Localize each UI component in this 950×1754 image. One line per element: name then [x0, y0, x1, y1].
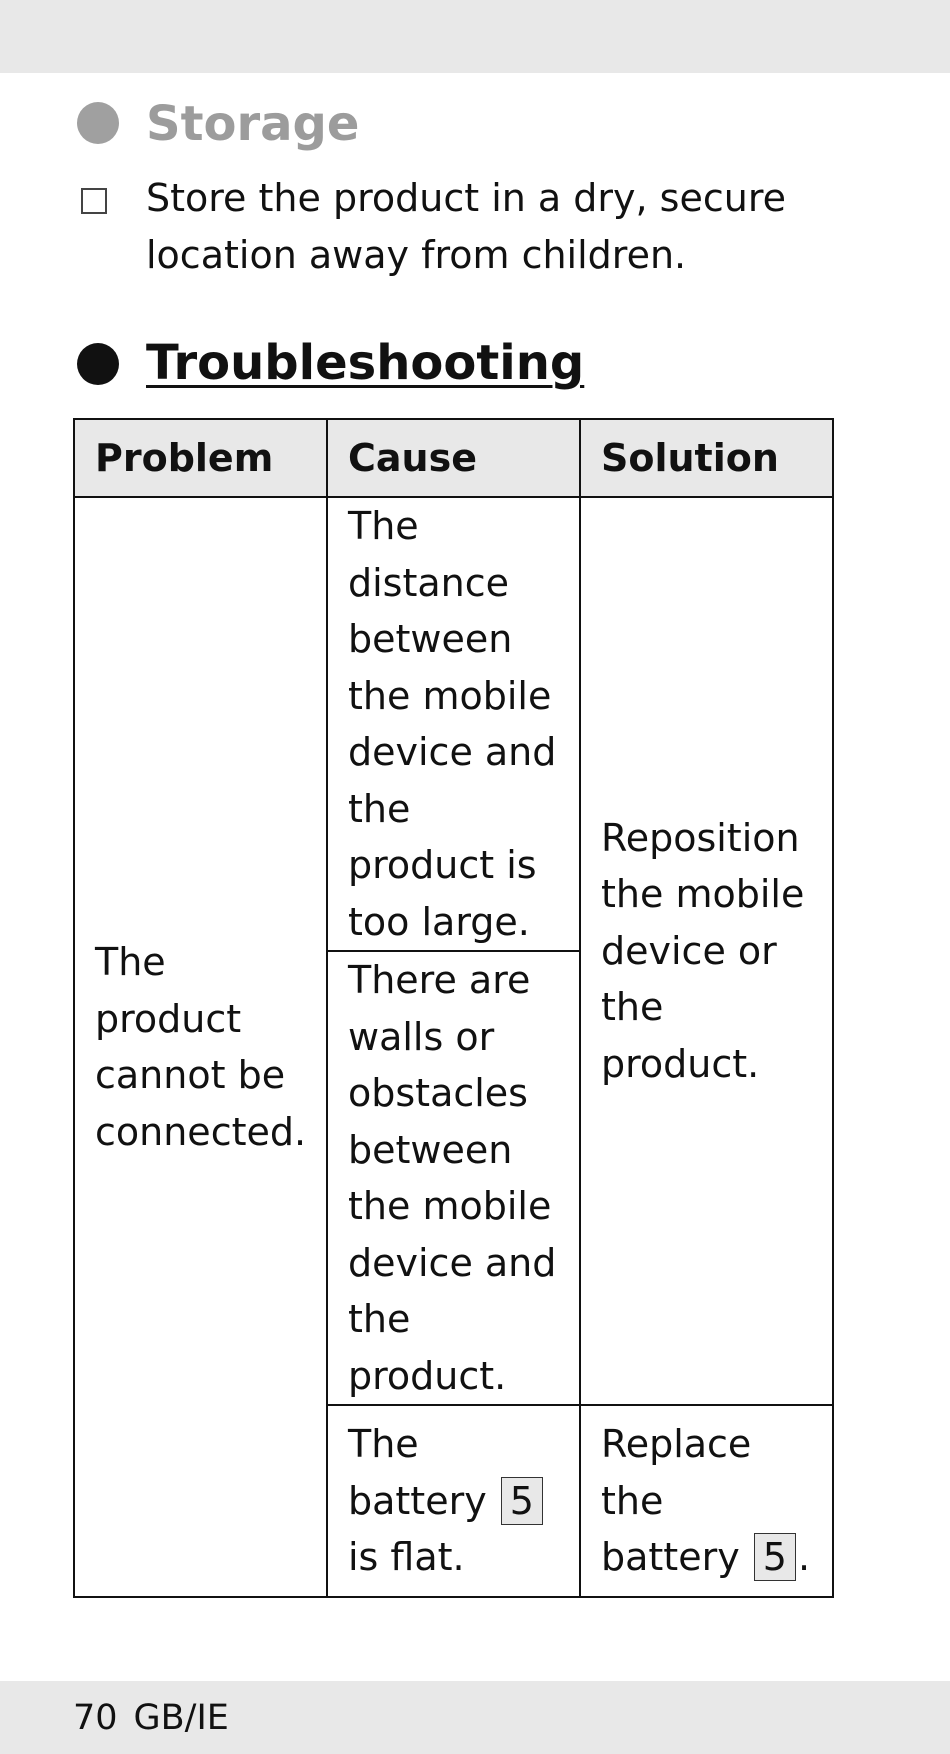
- part-reference-box: 5: [754, 1533, 796, 1581]
- header-cause: Cause: [327, 419, 580, 497]
- troubleshooting-heading: Troubleshooting: [146, 335, 585, 391]
- table-row: [74, 497, 833, 951]
- problem-cell: [74, 497, 327, 1597]
- checkbox-icon: [81, 188, 107, 214]
- battery-solution-suffix: .: [797, 1535, 811, 1580]
- battery-cause: [348, 1416, 559, 1586]
- troubleshooting-bullet-icon: [77, 343, 119, 385]
- part-reference-box: 5: [501, 1477, 543, 1525]
- troubleshooting-table: [73, 418, 834, 1598]
- cause-cell: [327, 951, 580, 1405]
- cause-text: The distance between the mobile device and the product is too large.: [348, 504, 557, 944]
- storage-instruction: Store the product in a dry, secure location away from children.: [146, 176, 786, 277]
- header-solution: Solution: [580, 419, 833, 497]
- storage-bullet-icon: [77, 102, 119, 144]
- solution-cell-battery: [580, 1405, 833, 1597]
- battery-solution-prefix: Replace the battery: [601, 1422, 752, 1580]
- cause-cell: [327, 497, 580, 951]
- problem-text: The product cannot be connected.: [95, 940, 307, 1154]
- cause-cell-battery: [327, 1405, 580, 1597]
- page-number: 70: [73, 1698, 118, 1738]
- top-band: [0, 0, 950, 73]
- cause-text: There are walls or obstacles between the mobile device and the product.: [348, 958, 557, 1398]
- header-problem: Problem: [74, 419, 327, 497]
- battery-cause-prefix: The battery: [348, 1422, 487, 1523]
- table-header-row: [74, 419, 833, 497]
- solution-text: Reposition the mobile device or the product.: [601, 815, 805, 1086]
- battery-cause-suffix: is flat.: [348, 1535, 465, 1580]
- locale-label: GB/IE: [133, 1698, 229, 1738]
- storage-heading: Storage: [146, 96, 360, 152]
- page-footer: [73, 1694, 229, 1742]
- solution-cell: [580, 497, 833, 1405]
- battery-solution: [601, 1416, 812, 1586]
